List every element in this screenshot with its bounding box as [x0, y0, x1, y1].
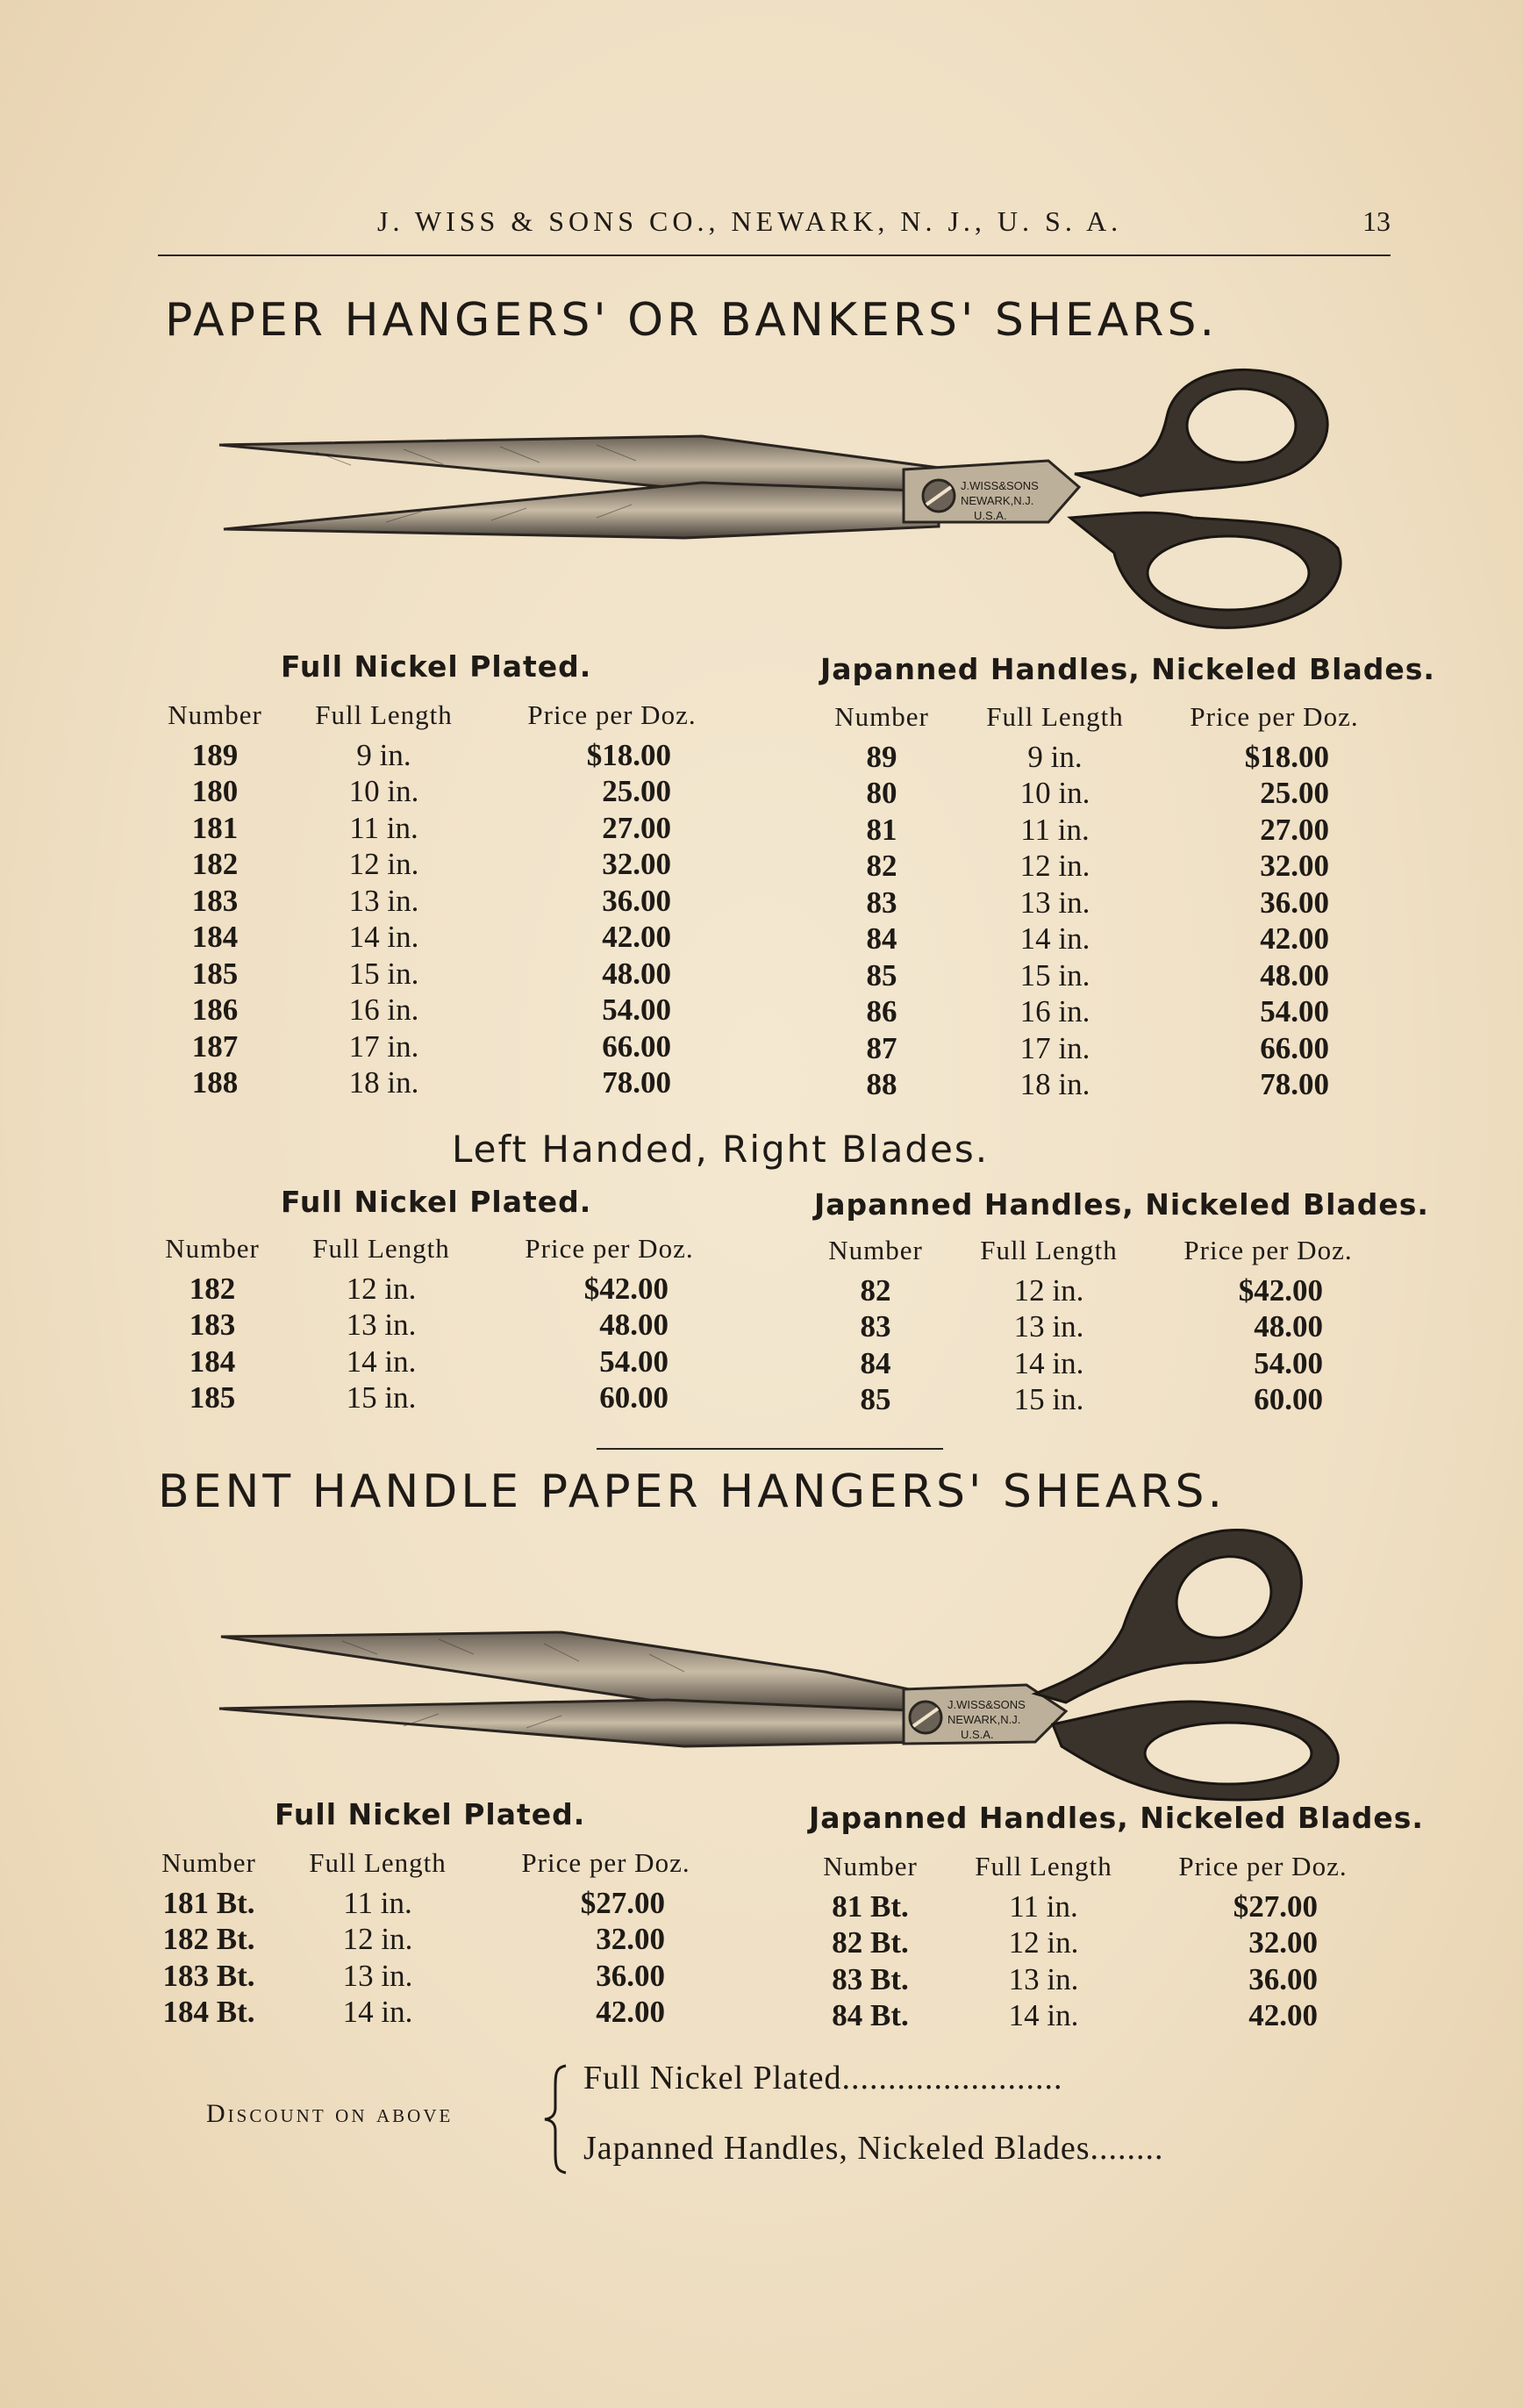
price-per-doz: $18.00: [586, 737, 671, 772]
table-row: [800, 1998, 1379, 2035]
header-rule: [158, 254, 1391, 256]
item-number: 84: [860, 1345, 891, 1380]
full-length: 14 in.: [1019, 921, 1090, 957]
table-body: [812, 739, 1391, 1103]
table-row: [154, 810, 733, 847]
table-header-row: [805, 1229, 1384, 1272]
item-number: 87: [866, 1030, 897, 1065]
table-row: [800, 1961, 1379, 1998]
price-per-doz: 48.00: [602, 956, 671, 991]
item-number: 84: [866, 921, 897, 957]
s2-nickel-title: Full Nickel Plated.: [281, 1185, 592, 1219]
col-header-price: Price per Doz.: [527, 699, 697, 730]
item-number: 183 Bt.: [162, 1958, 255, 1993]
item-number: 181 Bt.: [162, 1885, 255, 1920]
col-header-price: Price per Doz.: [1183, 1235, 1353, 1265]
price-per-doz: 36.00: [596, 1958, 665, 1993]
price-per-doz: 42.00: [596, 1995, 665, 2030]
col-header-number: Number: [168, 699, 262, 730]
item-number: 80: [866, 776, 897, 811]
table-row: [151, 1344, 730, 1380]
table-body: [151, 1271, 730, 1416]
bent-handle-shears-illustration: [211, 1523, 1351, 1803]
col-header-length: Full Length: [980, 1235, 1118, 1265]
item-number: 85: [860, 1382, 891, 1417]
table-body: [147, 1885, 726, 2031]
full-length: 13 in.: [346, 1308, 417, 1343]
discount-label: Discount on above: [206, 2099, 454, 2128]
running-head: [158, 200, 1391, 253]
table-row: [151, 1271, 730, 1308]
col-header-price: Price per Doz.: [1178, 1851, 1348, 1881]
item-number: 185: [191, 956, 239, 991]
table-row: [154, 1065, 733, 1102]
price-per-doz: $42.00: [1238, 1272, 1323, 1308]
table-row: [805, 1309, 1384, 1346]
full-length: 11 in.: [343, 1885, 412, 1920]
table-row: [147, 1885, 726, 1922]
full-length: 13 in.: [348, 883, 419, 918]
price-per-doz: 25.00: [602, 774, 671, 809]
table-header-row: [800, 1845, 1379, 1888]
price-per-doz: 48.00: [1254, 1309, 1323, 1344]
price-per-doz: 78.00: [1260, 1067, 1329, 1102]
table-row: [812, 849, 1391, 885]
price-per-doz: 54.00: [599, 1344, 669, 1379]
full-length: 14 in.: [1013, 1345, 1084, 1380]
price-per-doz: 60.00: [1254, 1382, 1323, 1417]
price-per-doz: 27.00: [1260, 812, 1329, 847]
price-per-doz: 36.00: [602, 883, 671, 918]
table-row: [151, 1308, 730, 1344]
price-per-doz: 48.00: [599, 1308, 669, 1343]
col-header-length: Full Length: [312, 1233, 450, 1264]
table-row: [812, 921, 1391, 958]
table-row: [154, 847, 733, 884]
item-number: 184: [189, 1344, 236, 1379]
price-per-doz: 66.00: [1260, 1030, 1329, 1065]
col-header-number: Number: [161, 1847, 256, 1878]
full-length: 10 in.: [1019, 776, 1090, 811]
table-row: [812, 1067, 1391, 1104]
table-row: [812, 1030, 1391, 1067]
full-length: 10 in.: [348, 774, 419, 809]
table-row: [154, 956, 733, 993]
price-per-doz: 78.00: [602, 1065, 671, 1100]
table-header-row: [151, 1227, 730, 1271]
table-row: [812, 776, 1391, 813]
full-length: 18 in.: [1019, 1067, 1090, 1102]
price-per-doz: 36.00: [1248, 1961, 1318, 1996]
full-length: 17 in.: [1019, 1030, 1090, 1065]
s3-nickel-table: [147, 1841, 726, 2031]
shears-marking-1: J.WISS&SONS: [961, 479, 1039, 492]
full-length: 13 in.: [342, 1958, 413, 1993]
price-per-doz: 32.00: [1260, 849, 1329, 884]
full-length: 14 in.: [348, 920, 419, 955]
shears-marking-2: NEWARK,N.J.: [961, 494, 1034, 507]
full-length: 12 in.: [1008, 1925, 1079, 1960]
full-length: 9 in.: [356, 737, 411, 772]
price-per-doz: 32.00: [602, 847, 671, 882]
full-length: 14 in.: [342, 1995, 413, 2030]
full-length: 16 in.: [348, 993, 419, 1028]
table-header-row: [147, 1841, 726, 1885]
table-body: [154, 737, 733, 1101]
section3-heading: BENT HANDLE PAPER HANGERS' SHEARS.: [158, 1466, 1226, 1518]
item-number: 183: [189, 1308, 236, 1343]
s3-japanned-title: Japanned Handles, Nickeled Blades.: [809, 1801, 1424, 1835]
full-length: 11 in.: [1020, 812, 1090, 847]
item-number: 187: [191, 1028, 239, 1064]
item-number: 188: [191, 1065, 239, 1100]
col-header-number: Number: [165, 1233, 260, 1264]
curly-brace-icon: [540, 2062, 575, 2176]
full-length: 12 in.: [1019, 849, 1090, 884]
table-body: [800, 1888, 1379, 2034]
table-header-row: [812, 695, 1391, 739]
table-header-row: [154, 693, 733, 737]
full-length: 14 in.: [346, 1344, 417, 1379]
full-length: 15 in.: [346, 1380, 417, 1415]
full-length: 15 in.: [1013, 1382, 1084, 1417]
table-row: [154, 920, 733, 957]
col-header-number: Number: [823, 1851, 918, 1881]
col-header-length: Full Length: [986, 701, 1124, 732]
item-number: 82: [860, 1272, 891, 1308]
item-number: 189: [191, 737, 239, 772]
table-row: [147, 1922, 726, 1959]
full-length: 13 in.: [1019, 885, 1090, 920]
price-per-doz: 60.00: [599, 1380, 669, 1415]
full-length: 12 in.: [342, 1922, 413, 1957]
s3-japanned-table: [800, 1845, 1379, 2034]
shears-marking-1: J.WISS&SONS: [947, 1698, 1026, 1711]
full-length: 15 in.: [1019, 957, 1090, 993]
item-number: 82: [866, 849, 897, 884]
item-number: 183: [191, 883, 239, 918]
full-length: 12 in.: [1013, 1272, 1084, 1308]
s2-japanned-title: Japanned Handles, Nickeled Blades.: [814, 1187, 1429, 1222]
col-header-length: Full Length: [975, 1851, 1112, 1881]
item-number: 83: [860, 1309, 891, 1344]
table-row: [805, 1272, 1384, 1309]
price-per-doz: 25.00: [1260, 776, 1329, 811]
item-number: 88: [866, 1067, 897, 1102]
shears-marking-3: U.S.A.: [974, 509, 1007, 522]
price-per-doz: 42.00: [1260, 921, 1329, 957]
item-number: 182 Bt.: [162, 1922, 255, 1957]
item-number: 83: [866, 885, 897, 920]
full-length: 18 in.: [348, 1065, 419, 1100]
table-row: [154, 993, 733, 1029]
full-length: 14 in.: [1008, 1998, 1079, 2033]
table-row: [805, 1345, 1384, 1382]
col-header-price: Price per Doz.: [1190, 701, 1359, 732]
price-per-doz: 42.00: [602, 920, 671, 955]
s1-japanned-table: [812, 695, 1391, 1103]
table-row: [812, 994, 1391, 1031]
item-number: 180: [191, 774, 239, 809]
table-row: [154, 883, 733, 920]
table-row: [147, 1995, 726, 2032]
table-row: [812, 957, 1391, 994]
price-per-doz: 48.00: [1260, 957, 1329, 993]
price-per-doz: 42.00: [1248, 1998, 1318, 2033]
table-row: [800, 1888, 1379, 1925]
price-per-doz: 54.00: [1254, 1345, 1323, 1380]
price-per-doz: 32.00: [1248, 1925, 1318, 1960]
price-per-doz: $27.00: [1233, 1888, 1318, 1924]
discount-line-nickel: Full Nickel Plated........................: [583, 2060, 1063, 2096]
price-per-doz: 36.00: [1260, 885, 1329, 920]
full-length: 12 in.: [348, 847, 419, 882]
item-number: 182: [191, 847, 239, 882]
price-per-doz: 27.00: [602, 810, 671, 845]
table-row: [151, 1380, 730, 1417]
col-header-length: Full Length: [309, 1847, 447, 1878]
price-per-doz: 54.00: [1260, 994, 1329, 1029]
paper-hangers-shears-illustration: [211, 364, 1351, 645]
full-length: 16 in.: [1019, 994, 1090, 1029]
item-number: 82 Bt.: [832, 1925, 909, 1960]
item-number: 89: [866, 739, 897, 774]
price-per-doz: $27.00: [580, 1885, 665, 1920]
price-per-doz: 66.00: [602, 1028, 671, 1064]
table-row: [805, 1382, 1384, 1419]
section-divider: [597, 1448, 943, 1450]
full-length: 9 in.: [1027, 739, 1083, 774]
discount-note: [202, 2053, 1342, 2185]
running-head-title: J. WISS & SONS CO., NEWARK, N. J., U. S. A.: [377, 205, 1123, 237]
price-per-doz: 32.00: [596, 1922, 665, 1957]
col-header-price: Price per Doz.: [525, 1233, 694, 1264]
full-length: 13 in.: [1013, 1309, 1084, 1344]
s1-nickel-table: [154, 693, 733, 1101]
table-row: [154, 774, 733, 811]
s1-japanned-title: Japanned Handles, Nickeled Blades.: [820, 652, 1435, 686]
shears-marking-2: NEWARK,N.J.: [947, 1713, 1021, 1726]
section2-heading: Left Handed, Right Blades.: [452, 1128, 990, 1171]
item-number: 185: [189, 1380, 236, 1415]
price-per-doz: 54.00: [602, 993, 671, 1028]
shears-marking-3: U.S.A.: [961, 1728, 994, 1741]
table-row: [154, 737, 733, 774]
page-number: 13: [1362, 205, 1391, 237]
table-row: [812, 812, 1391, 849]
discount-line-japanned: Japanned Handles, Nickeled Blades........: [583, 2130, 1164, 2167]
table-row: [812, 885, 1391, 921]
col-header-number: Number: [828, 1235, 923, 1265]
section1-heading: PAPER HANGERS' OR BANKERS' SHEARS.: [165, 294, 1219, 347]
table-row: [147, 1958, 726, 1995]
col-header-price: Price per Doz.: [521, 1847, 690, 1878]
table-row: [812, 739, 1391, 776]
full-length: 15 in.: [348, 956, 419, 991]
table-row: [800, 1925, 1379, 1962]
full-length: 13 in.: [1008, 1961, 1079, 1996]
item-number: 81 Bt.: [832, 1888, 909, 1924]
item-number: 184: [191, 920, 239, 955]
table-row: [154, 1028, 733, 1065]
s2-nickel-table: [151, 1227, 730, 1416]
full-length: 11 in.: [349, 810, 418, 845]
price-per-doz: $42.00: [583, 1271, 669, 1306]
item-number: 184 Bt.: [162, 1995, 255, 2030]
col-header-length: Full Length: [315, 699, 453, 730]
table-body: [805, 1272, 1384, 1418]
price-per-doz: $18.00: [1244, 739, 1329, 774]
full-length: 11 in.: [1009, 1888, 1078, 1924]
item-number: 186: [191, 993, 239, 1028]
full-length: 12 in.: [346, 1271, 417, 1306]
item-number: 182: [189, 1271, 236, 1306]
item-number: 83 Bt.: [832, 1961, 909, 1996]
s3-nickel-title: Full Nickel Plated.: [275, 1797, 586, 1831]
s2-japanned-table: [805, 1229, 1384, 1418]
item-number: 86: [866, 994, 897, 1029]
col-header-number: Number: [834, 701, 929, 732]
item-number: 85: [866, 957, 897, 993]
full-length: 17 in.: [348, 1028, 419, 1064]
item-number: 81: [866, 812, 897, 847]
item-number: 84 Bt.: [832, 1998, 909, 2033]
s1-nickel-title: Full Nickel Plated.: [281, 649, 592, 684]
item-number: 181: [191, 810, 239, 845]
